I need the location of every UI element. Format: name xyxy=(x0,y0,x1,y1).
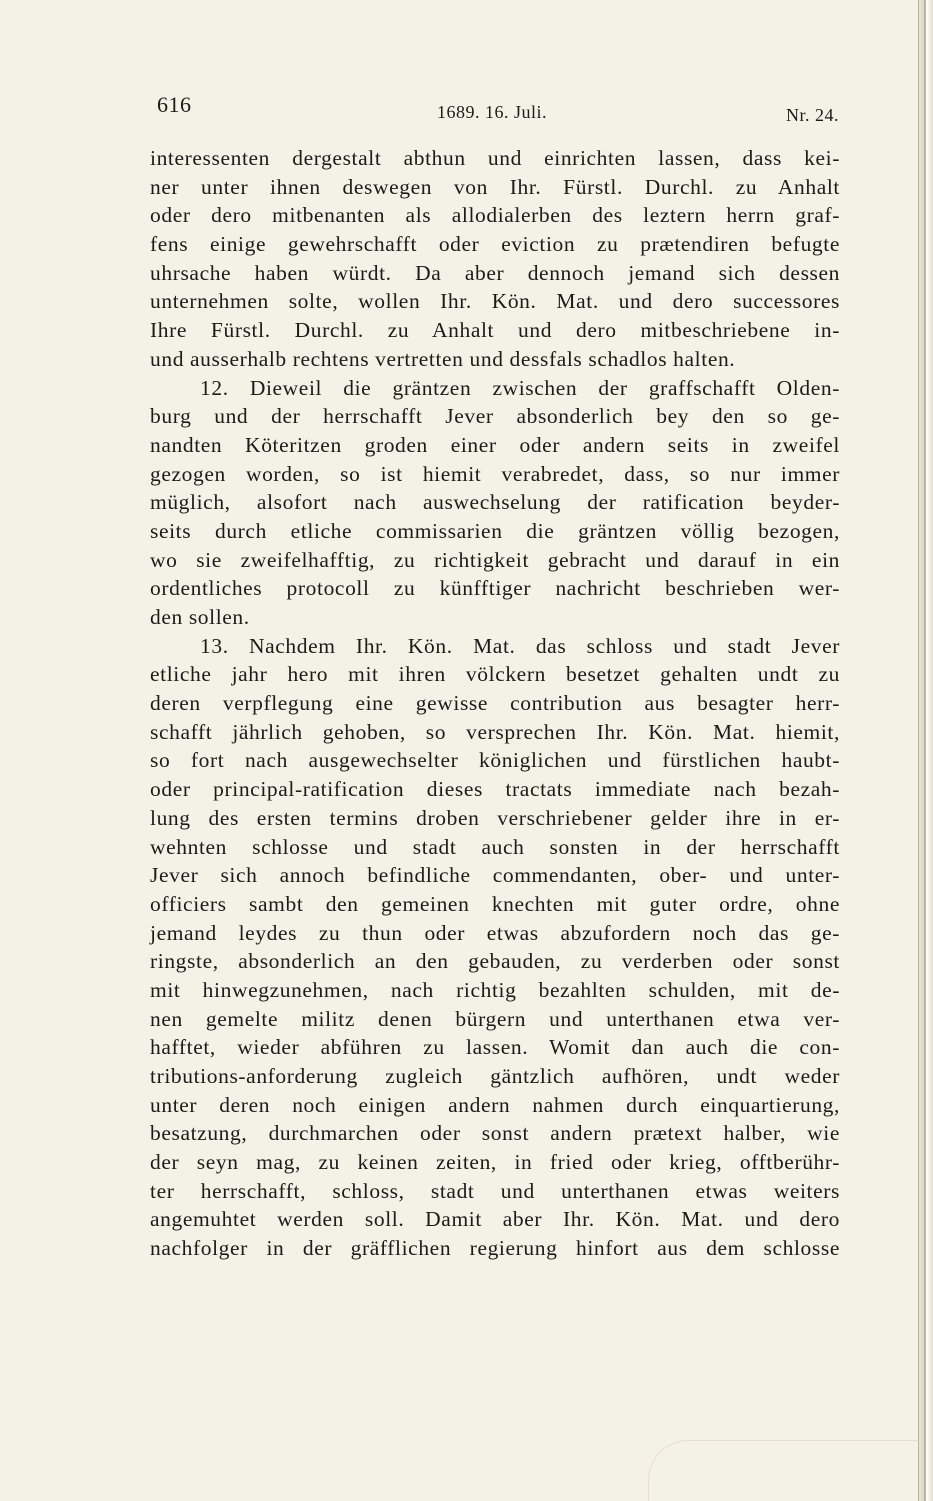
text-line: der seyn mag, zu keinen zeiten, in fried oder krieg, offtberühr- xyxy=(150,1150,840,1175)
text-line: nen gemelte militz denen bürgern und unterthanen etwa ver- xyxy=(150,1006,840,1031)
document-number: Nr. 24. xyxy=(786,105,839,125)
body-text xyxy=(150,144,840,1263)
text-line: mit hinwegzunehmen, nach richtig bezahlten schulden, mit de- xyxy=(150,977,840,1002)
text-line: lung des ersten termins droben verschriebener gelder ihre in er- xyxy=(150,805,840,830)
text-line: unter deren noch einigen andern nahmen durch einquartierung, xyxy=(150,1092,840,1117)
page-number: 616 xyxy=(157,92,192,117)
text-line: so fort nach ausgewechselter königlichen und fürstlichen haubt- xyxy=(150,748,840,773)
text-line: uhrsache haben würdt. Da aber dennoch jemand sich dessen xyxy=(150,260,840,285)
text-line: müglich, alsofort nach auswechselung der ratification beyder- xyxy=(150,490,840,515)
text-line: wo sie zweifelhafftig, zu richtigkeit gebracht und darauf in ein xyxy=(150,547,840,572)
text-line: officiers sambt den gemeinen knechten mit guter ordre, ohne xyxy=(150,891,840,916)
text-line: deren verpflegung eine gewisse contribution aus besagter herr- xyxy=(150,691,840,716)
text-line: jemand leydes zu thun oder etwas abzufordern noch das ge- xyxy=(150,920,840,945)
page-header xyxy=(157,92,839,124)
text-line: und ausserhalb rechtens vertretten und dessfals schadlos halten. xyxy=(150,346,736,371)
text-line: fens einige gewehrschafft oder eviction zu prætendiren befugte xyxy=(150,232,840,257)
text-line: interessenten dergestalt abthun und einrichten lassen, dass kei- xyxy=(150,146,840,170)
text-line: nachfolger in der gräfflichen regierung hinfort aus dem schlosse xyxy=(150,1236,840,1261)
running-title: 1689. 16. Juli. xyxy=(437,102,548,122)
text-line: ner unter ihnen deswegen von Ihr. Fürstl. Durchl. zu Anhalt xyxy=(150,174,840,199)
text-line: seits durch etliche commissarien die gräntzen völlig bezogen, xyxy=(150,518,840,543)
text-line: besatzung, durchmarchen oder sonst andern prætext halber, wie xyxy=(150,1121,840,1146)
text-line: 13. Nachdem Ihr. Kön. Mat. das schloss und stadt Jever xyxy=(200,633,840,658)
text-line: Jever sich annoch befindliche commendanten, ober- und unter- xyxy=(150,863,840,888)
text-line: nandten Köteritzen groden einer oder andern seits in zweifel xyxy=(150,432,840,457)
text-line: unternehmen solte, wollen Ihr. Kön. Mat. und dero successores xyxy=(150,289,840,314)
text-line: tributions-anforderung zugleich gäntzlich aufhören, undt weder xyxy=(150,1064,840,1088)
text-line: 12. Dieweil die gräntzen zwischen der graffschafft Olden- xyxy=(200,375,840,400)
text-line: den sollen. xyxy=(150,605,250,629)
text-line: burg und der herrschafft Jever absonderlich bey den so ge- xyxy=(150,404,840,429)
text-line: wehnten schlosse und stadt auch sonsten in der herrschafft xyxy=(150,834,840,859)
text-line: ringste, absonderlich an den gebauden, zu verderben oder sonst xyxy=(150,949,840,974)
page-edge xyxy=(918,0,933,1501)
text-line: hafftet, wieder abführen zu lassen. Womit dan auch die con- xyxy=(150,1035,840,1060)
text-line: Ihre Fürstl. Durchl. zu Anhalt und dero mitbeschriebene in- xyxy=(150,318,840,343)
text-line: ter herrschafft, schloss, stadt und unterthanen etwas weiters xyxy=(150,1178,840,1203)
text-line: oder dero mitbenanten als allodialerben des leztern herrn graf- xyxy=(150,203,840,228)
text-line: etliche jahr hero mit ihren völckern besetzet gehalten undt zu xyxy=(150,662,840,687)
paper-curl xyxy=(648,1440,919,1501)
text-line: schafft jährlich gehoben, so versprechen Ihr. Kön. Mat. hiemit, xyxy=(150,719,840,744)
text-line: gezogen worden, so ist hiemit verabredet, dass, so nur immer xyxy=(150,461,840,486)
text-line: oder principal-ratification dieses tractats immediate nach bezah- xyxy=(150,777,840,802)
text-line: ordentliches protocoll zu künfftiger nachricht beschrieben wer- xyxy=(150,576,840,601)
text-line: angemuhtet werden soll. Damit aber Ihr. Kön. Mat. und dero xyxy=(150,1207,840,1232)
